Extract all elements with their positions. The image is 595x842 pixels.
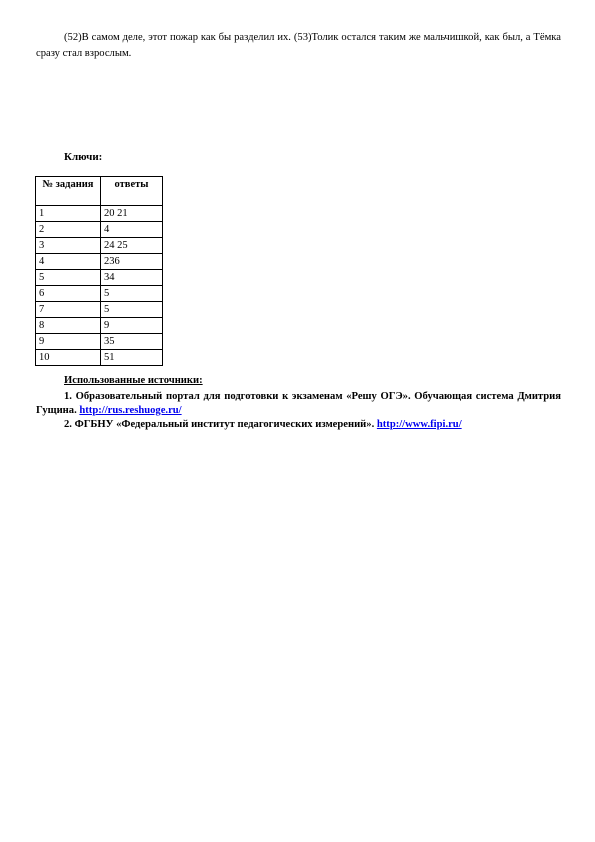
task-number-cell: 4 [36, 254, 101, 270]
source-item-1-text: 1. Образовательный портал для подготовки к экзаменам «Решу ОГЭ». Обучающая система Дмитрия Гущина. [36, 391, 561, 416]
sources-heading: Использованные источники: [64, 375, 203, 386]
keys-heading: Ключи: [64, 151, 103, 163]
answer-cell: 236 [101, 254, 163, 270]
source-item-1 [36, 390, 561, 418]
answer-cell: 24 25 [101, 238, 163, 254]
table-row [36, 222, 163, 238]
task-number-cell: 2 [36, 222, 101, 238]
story-paragraph: (52)В самом деле, этот пожар как бы разделил их. (53)Толик остался таким же мальчишкой, как был, а Тёмка сразу стал взрослым. [36, 32, 561, 59]
answer-cell: 5 [101, 302, 163, 318]
task-number-cell: 6 [36, 286, 101, 302]
answer-cell: 5 [101, 286, 163, 302]
task-number-header: № задания [36, 177, 101, 206]
task-number-cell: 9 [36, 334, 101, 350]
table-row [36, 334, 163, 350]
answer-cell: 51 [101, 350, 163, 366]
source-item-2-text: 2. ФГБНУ «Федеральный институт педагогических измерений». [64, 419, 377, 430]
table-row [36, 206, 163, 222]
answer-cell: 35 [101, 334, 163, 350]
fipi-link[interactable]: http://www.fipi.ru/ [376, 419, 462, 430]
table-row [36, 254, 163, 270]
answer-keys-table [35, 176, 163, 366]
answer-cell: 4 [101, 222, 163, 238]
source-item-2 [36, 418, 561, 432]
table-row [36, 286, 163, 302]
table-row [36, 238, 163, 254]
task-number-cell: 5 [36, 270, 101, 286]
table-row [36, 350, 163, 366]
reshuoge-link[interactable]: http://rus.reshuoge.ru/ [79, 405, 182, 416]
table-row [36, 318, 163, 334]
task-number-cell: 7 [36, 302, 101, 318]
answer-cell: 34 [101, 270, 163, 286]
task-number-cell: 3 [36, 238, 101, 254]
answers-header: ответы [101, 177, 163, 206]
task-number-cell: 1 [36, 206, 101, 222]
task-number-cell: 10 [36, 350, 101, 366]
task-number-cell: 8 [36, 318, 101, 334]
table-row [36, 270, 163, 286]
table-row [36, 302, 163, 318]
answer-cell: 9 [101, 318, 163, 334]
answer-cell: 20 21 [101, 206, 163, 222]
table-header-row [36, 177, 163, 206]
